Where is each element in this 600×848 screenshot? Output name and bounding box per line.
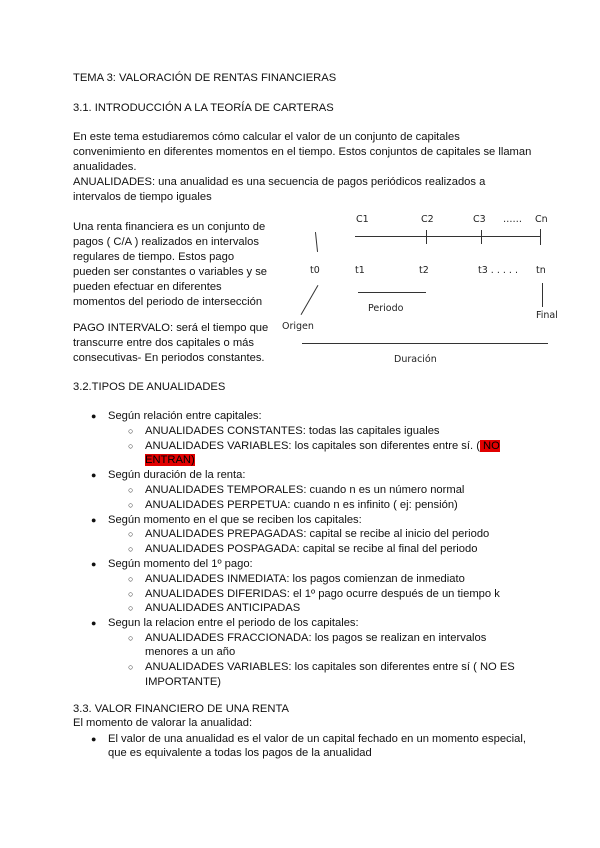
bullet-circle: ○ <box>128 500 134 510</box>
renta-line: momentos del periodo de intersección <box>73 296 263 308</box>
final-pointer <box>542 283 543 307</box>
type-item: ANUALIDADES POSPAGADA: capital se recibe al final del periodo <box>145 543 478 555</box>
type-item: ANUALIDADES ANTICIPADAS <box>145 602 301 614</box>
type-item-text: ANUALIDADES VARIABLES: los capitales son diferentes entre sí. ( <box>145 440 480 452</box>
intro-line: En este tema estudiaremos cómo calcular el valor de un conjunto de capitales <box>73 131 460 143</box>
tick-t3 <box>481 230 482 244</box>
pago-line: consecutivas- En periodos constantes. <box>73 352 265 364</box>
bullet-dot: ● <box>91 734 97 744</box>
type-item: ANUALIDADES DIFERIDAS: el 1º pago ocurre después de un tiempo k <box>145 588 500 600</box>
intro-line: convenimiento en diferentes momentos en el tiempo. Estos conjuntos de capitales se llaman <box>73 146 532 158</box>
bullet-dot: ● <box>91 515 97 525</box>
section-3-3-heading: 3.3. VALOR FINANCIERO DE UNA RENTA <box>73 703 289 715</box>
tick-tn <box>540 229 541 245</box>
bullet-dot: ● <box>91 470 97 480</box>
label-t3: t3 . . . . . <box>478 265 518 276</box>
label-tn: tn <box>536 265 546 276</box>
label-t1: t1 <box>355 265 365 276</box>
label-t0: t0 <box>310 265 320 276</box>
type-item-cont <box>145 453 195 467</box>
timeline-axis <box>355 236 541 237</box>
periodo-bracket <box>358 292 426 293</box>
section-3-2-heading: 3.2.TIPOS DE ANUALIDADES <box>73 381 226 393</box>
type-item: ANUALIDADES PERPETUA: cuando n es infinito ( ej: pensión) <box>145 499 458 511</box>
type-item: ANUALIDADES FRACCIONADA: los pagos se realizan en intervalos <box>145 632 487 644</box>
origen-pointer <box>301 285 319 315</box>
pago-line: PAGO INTERVALO: será el tiempo que <box>73 322 269 334</box>
valor-intro: El momento de valorar la anualidad: <box>73 717 253 729</box>
bullet-circle: ○ <box>128 574 134 584</box>
type-item <box>145 439 500 453</box>
renta-line: Una renta financiera es un conjunto de <box>73 221 266 233</box>
pago-line: transcurre entre dos capitales o más <box>73 337 254 349</box>
bullet-circle: ○ <box>128 603 134 613</box>
label-duracion: Duración <box>394 354 437 365</box>
renta-line: pagos ( C/A ) realizados en intervalos <box>73 236 259 248</box>
label-origen: Origen <box>282 321 314 332</box>
bullet-circle: ○ <box>128 426 134 436</box>
label-t2: t2 <box>419 265 429 276</box>
tick-t0 <box>315 232 318 252</box>
type-group-label: Segun la relacion entre el periodo de los capitales: <box>108 617 359 629</box>
anualidades-def-line: intervalos de tiempo iguales <box>73 191 212 203</box>
bullet-circle: ○ <box>128 529 134 539</box>
bullet-dot: ● <box>91 559 97 569</box>
bullet-circle: ○ <box>128 633 134 643</box>
type-item: ANUALIDADES PREPAGADAS: capital se recibe al inicio del periodo <box>145 528 490 540</box>
anualidades-def-line: ANUALIDADES: una anualidad es una secuencia de pagos periódicos realizados a <box>73 176 486 188</box>
type-group-label: Según momento en el que se reciben los capitales: <box>108 514 362 526</box>
type-item: ANUALIDADES TEMPORALES: cuando n es un número normal <box>145 484 465 496</box>
label-c3: C3 <box>473 214 486 225</box>
type-item-cont: menores a un año <box>145 646 236 658</box>
type-group-label: Según relación entre capitales: <box>108 410 262 422</box>
type-group-label: Según momento del 1º pago: <box>108 558 253 570</box>
section-3-1-heading: 3.1. INTRODUCCIÓN A LA TEORÍA DE CARTERAS <box>73 102 334 114</box>
highlight-no-entran: NO <box>479 440 500 452</box>
bullet-circle: ○ <box>128 441 134 451</box>
valor-bullet-line: que es equivalente a todas los pagos de la anualidad <box>108 747 372 759</box>
type-item: ANUALIDADES CONSTANTES: todas las capitales iguales <box>145 425 440 437</box>
label-cn: Cn <box>535 214 548 225</box>
intro-line: anualidades. <box>73 161 137 173</box>
label-final: Final <box>536 310 558 321</box>
label-dots: …… <box>503 214 522 225</box>
renta-line: pueden ser constantes o variables y se <box>73 266 268 278</box>
label-c2: C2 <box>421 214 434 225</box>
bullet-dot: ● <box>91 411 97 421</box>
tick-t2 <box>426 230 427 244</box>
type-item: ANUALIDADES VARIABLES: los capitales son diferentes entre sí ( NO ES <box>145 661 515 673</box>
bullet-circle: ○ <box>128 589 134 599</box>
bullet-dot: ● <box>91 618 97 628</box>
renta-line: pueden efectuar en diferentes <box>73 281 222 293</box>
label-c1: C1 <box>356 214 369 225</box>
bullet-circle: ○ <box>128 485 134 495</box>
valor-bullet-line: El valor de una anualidad es el valor de un capital fechado en un momento especial, <box>108 733 526 745</box>
page-title: TEMA 3: VALORACIÓN DE RENTAS FINANCIERAS <box>73 72 337 84</box>
highlight-no-entran-2: ENTRAN) <box>145 454 195 466</box>
duracion-line <box>302 343 548 344</box>
type-group-label: Según duración de la renta: <box>108 469 246 481</box>
type-item-cont: IMPORTANTE) <box>145 676 222 688</box>
type-item: ANUALIDADES INMEDIATA: los pagos comienzan de inmediato <box>145 573 465 585</box>
bullet-circle: ○ <box>128 662 134 672</box>
bullet-circle: ○ <box>128 544 134 554</box>
label-periodo: Periodo <box>368 303 404 314</box>
renta-line: regulares de tiempo. Estos pago <box>73 251 235 263</box>
